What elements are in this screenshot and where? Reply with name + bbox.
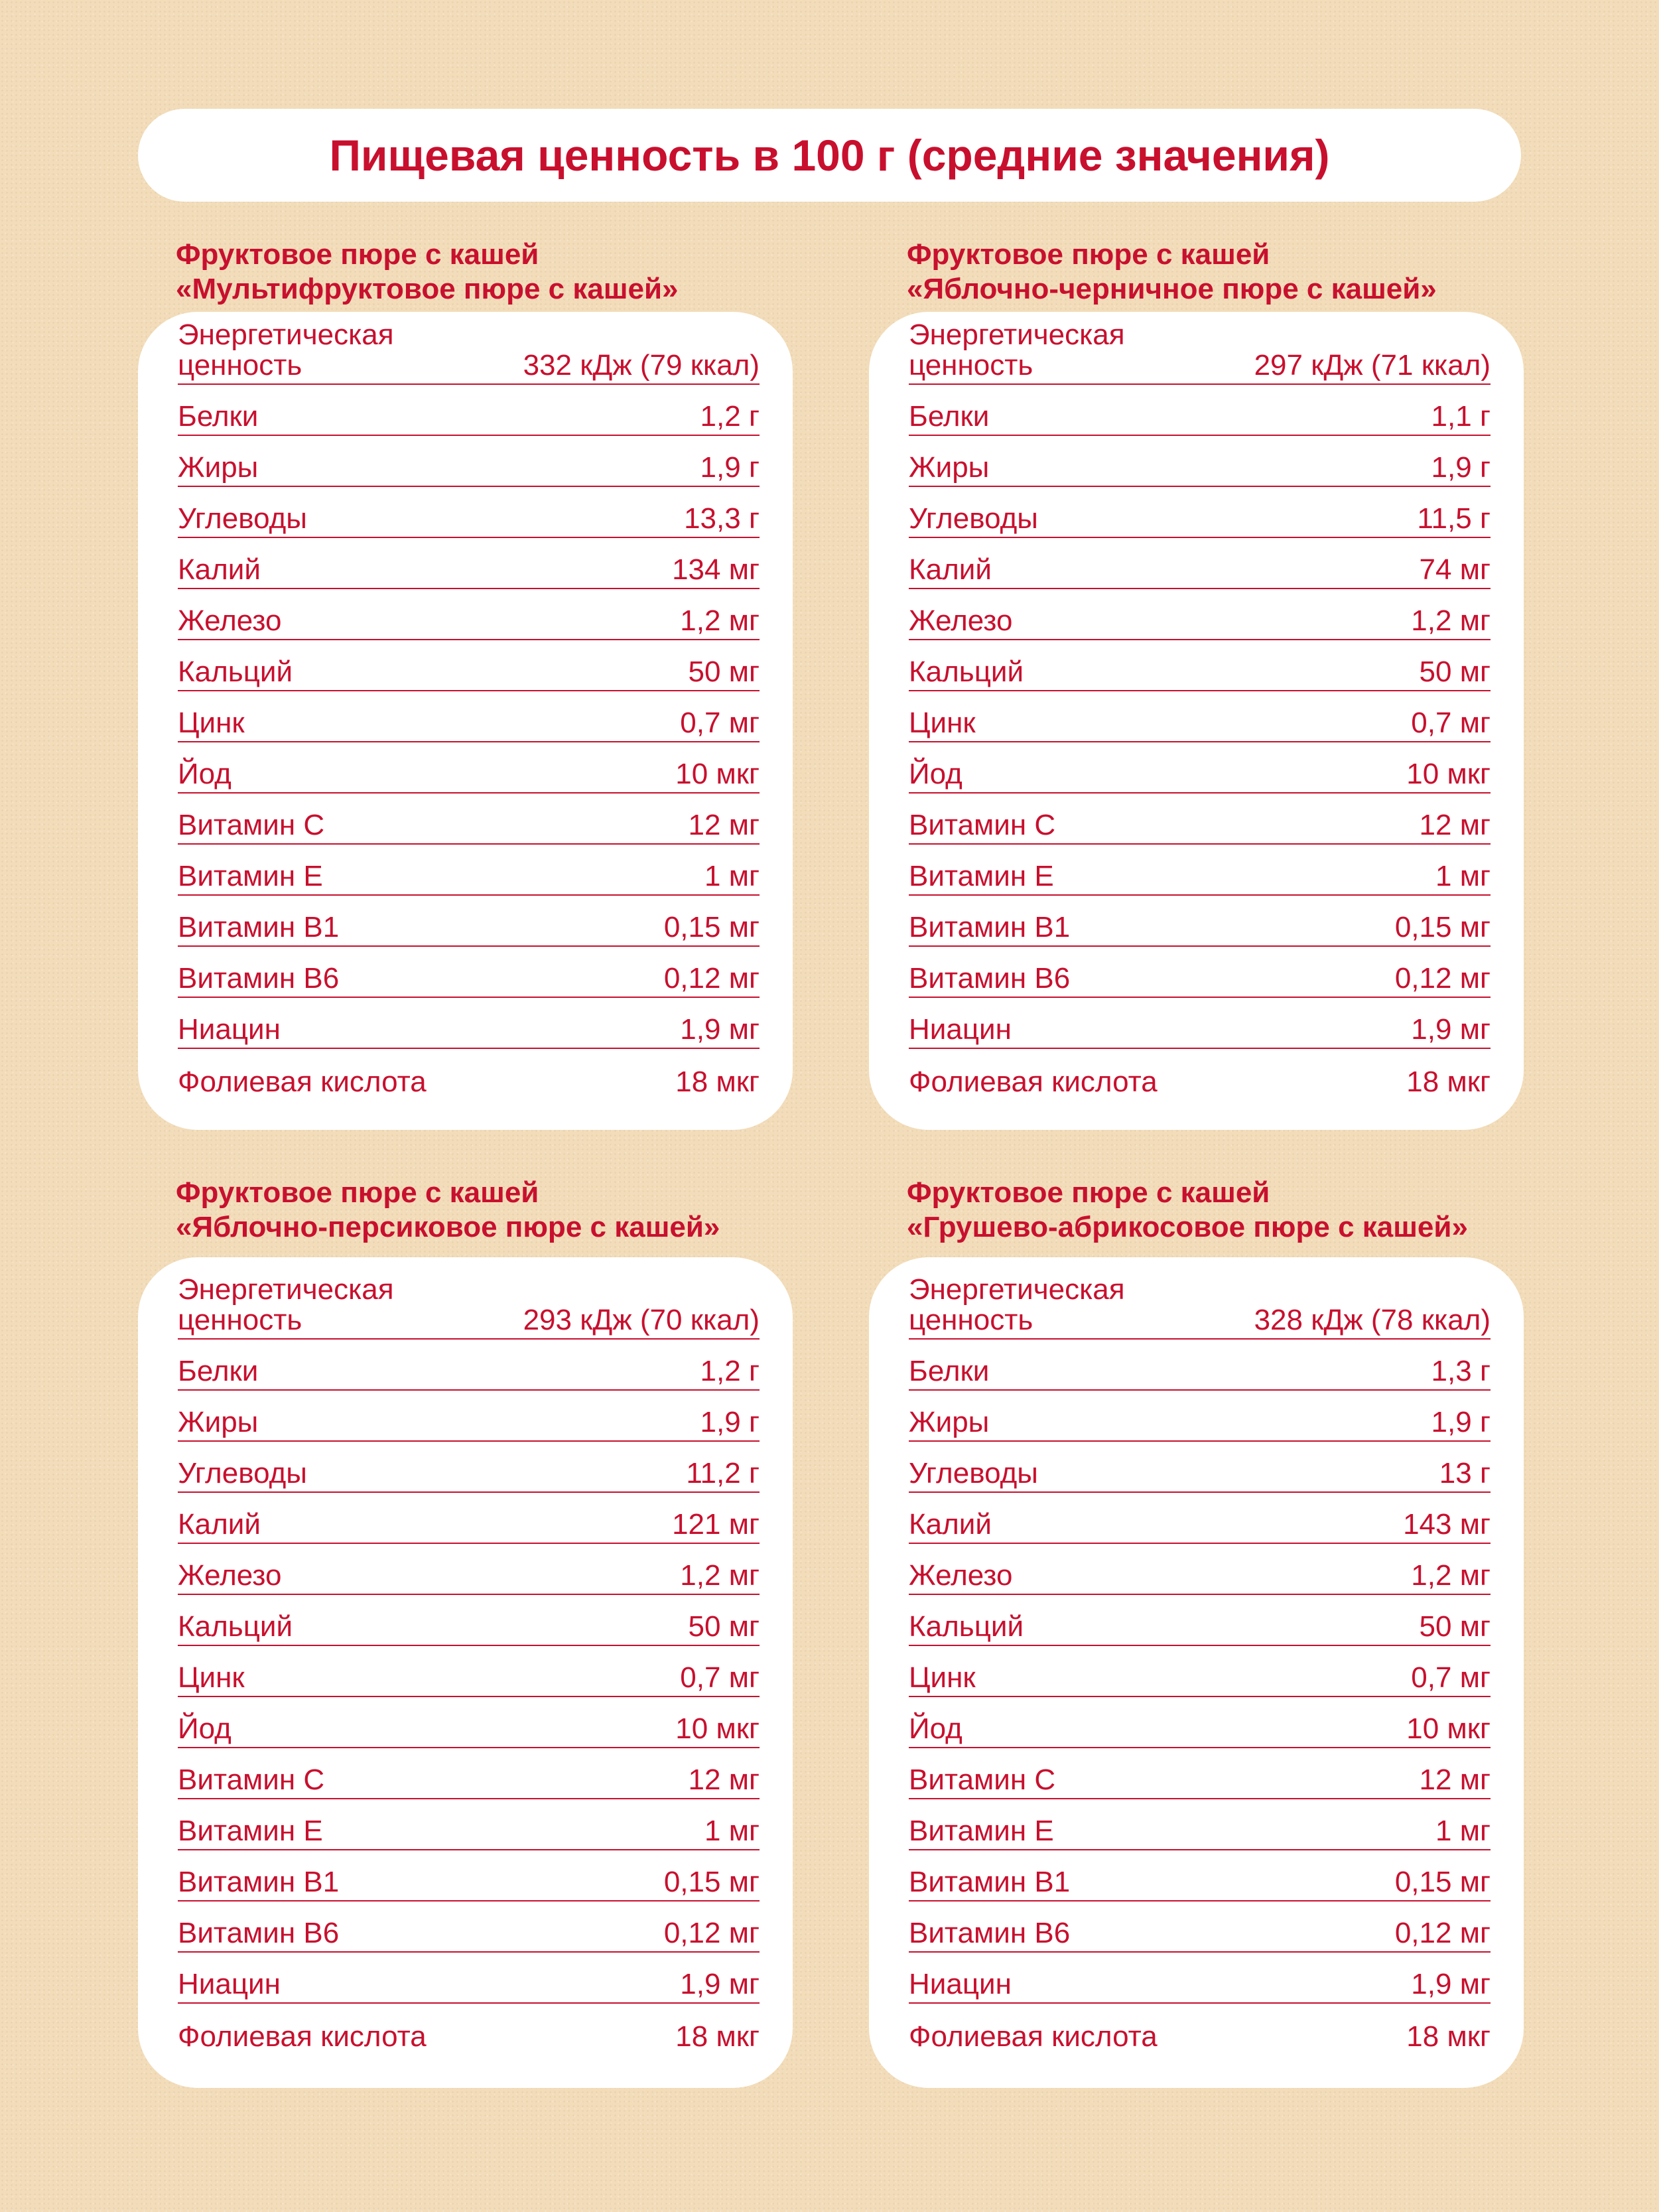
- nutrient-name: Железо: [178, 1559, 282, 1592]
- nutrient-row: [178, 794, 760, 845]
- nutrient-row: [909, 640, 1491, 691]
- nutrient-value: 11,2 г: [686, 1457, 760, 1489]
- nutrient-row: [909, 998, 1491, 1049]
- nutrient-name: Фолиевая кислота: [909, 2020, 1158, 2053]
- nutrient-value: 12 мг: [688, 809, 760, 841]
- nutrient-row: [178, 2004, 760, 2055]
- nutrient-value: 12 мг: [1419, 1763, 1491, 1796]
- nutrient-row: [178, 487, 760, 538]
- nutrient-value: 143 мг: [1403, 1508, 1491, 1541]
- nutrient-row: [909, 538, 1491, 589]
- nutrient-name: Калий: [909, 1508, 992, 1541]
- nutrient-name: Витамин В1: [178, 1866, 340, 1898]
- nutrient-row: [909, 1697, 1491, 1748]
- nutrient-value: 10 мкг: [675, 758, 760, 790]
- nutrient-row: [178, 1748, 760, 1799]
- nutrient-value: 328 кДж (78 ккал): [1254, 1304, 1491, 1336]
- nutrient-row: [909, 1493, 1491, 1544]
- nutrient-name: Витамин В6: [909, 1917, 1071, 1949]
- nutrient-name: Витамин В1: [178, 911, 340, 943]
- nutrient-row: [909, 1953, 1491, 2004]
- nutrient-row: [178, 318, 760, 385]
- nutrient-name: Железо: [909, 604, 1013, 637]
- nutrient-name: Витамин В1: [909, 911, 1071, 943]
- nutrient-value: 1,1 г: [1431, 400, 1491, 433]
- title-bar: [138, 109, 1521, 202]
- nutrient-name-line2: ценность: [178, 349, 302, 381]
- nutrient-value: 0,15 мг: [663, 1866, 760, 1898]
- nutrient-row: [909, 947, 1491, 998]
- nutrient-name: Ниацин: [909, 1013, 1012, 1046]
- nutrient-value: 10 мкг: [675, 1712, 760, 1745]
- nutrient-row: [178, 1799, 760, 1850]
- nutrient-value: 121 мг: [672, 1508, 760, 1541]
- nutrient-value: 1,2 г: [700, 400, 760, 433]
- product-heading-line1: Фруктовое пюре с кашей: [176, 238, 539, 271]
- nutrient-name: Йод: [909, 758, 962, 790]
- nutrient-row: [909, 1391, 1491, 1442]
- nutrient-name: Углеводы: [909, 1457, 1038, 1489]
- nutrient-row: [909, 1748, 1491, 1799]
- nutrient-row: [178, 1273, 760, 1340]
- nutrient-name: Фолиевая кислота: [909, 1066, 1158, 1098]
- nutrient-row: [909, 794, 1491, 845]
- nutrient-name: Йод: [178, 1712, 232, 1745]
- nutrient-value: 10 мкг: [1406, 758, 1491, 790]
- nutrient-value: 1,9 мг: [1411, 1013, 1491, 1046]
- nutrient-value: 18 мкг: [675, 2020, 760, 2053]
- nutrient-row: [178, 896, 760, 947]
- nutrient-name: Витамин С: [178, 1763, 325, 1796]
- nutrient-row: [909, 385, 1491, 436]
- nutrient-row: [909, 1646, 1491, 1697]
- nutrient-name: Цинк: [178, 707, 245, 739]
- nutrient-row: [909, 1901, 1491, 1953]
- nutrient-row: [178, 1646, 760, 1697]
- nutrient-value: 0,7 мг: [1411, 707, 1491, 739]
- nutrient-value: 18 мкг: [1406, 1066, 1491, 1098]
- nutrient-name: Йод: [178, 758, 232, 790]
- nutrient-row: [909, 487, 1491, 538]
- nutrient-value: 1,9 г: [1431, 1406, 1491, 1438]
- nutrient-value: 0,15 мг: [1394, 911, 1491, 943]
- nutrient-value: 12 мг: [688, 1763, 760, 1796]
- nutrient-row: [178, 436, 760, 487]
- product-heading-1: [176, 238, 679, 307]
- product-heading-line2: «Грушево-абрикосовое пюре с кашей»: [907, 1211, 1468, 1243]
- nutrient-name-line1: Энергетическая: [909, 1273, 1125, 1306]
- nutrient-row: [909, 318, 1491, 385]
- nutrient-row: [909, 1049, 1491, 1100]
- product-heading-line2: «Мультифруктовое пюре с кашей»: [176, 273, 679, 305]
- nutrient-name: Калий: [178, 1508, 261, 1541]
- nutrient-value: 1,3 г: [1431, 1355, 1491, 1387]
- nutrient-row: [909, 1273, 1491, 1340]
- nutrient-value: 50 мг: [1419, 656, 1491, 688]
- nutrient-row: [909, 845, 1491, 896]
- nutrient-name: Витамин В6: [178, 1917, 340, 1949]
- nutrition-card-1: [138, 312, 793, 1130]
- nutrient-row: [178, 691, 760, 742]
- nutrient-row: [178, 1442, 760, 1493]
- nutrient-value: 50 мг: [688, 1610, 760, 1643]
- nutrition-card-3: [138, 1257, 793, 2088]
- nutrient-value: 332 кДж (79 ккал): [523, 349, 760, 381]
- nutrient-name: Калий: [909, 553, 992, 586]
- nutrient-row: [909, 896, 1491, 947]
- nutrient-name: Железо: [909, 1559, 1013, 1592]
- nutrient-row: [909, 1850, 1491, 1901]
- nutrient-value: 11,5 г: [1417, 502, 1491, 535]
- nutrient-name: Кальций: [909, 656, 1024, 688]
- nutrient-name: Ниацин: [909, 1968, 1012, 2000]
- product-heading-line2: «Яблочно-персиковое пюре с кашей»: [176, 1211, 720, 1243]
- nutrient-name: Жиры: [178, 451, 259, 484]
- nutrient-name: Витамин В6: [909, 962, 1071, 995]
- nutrient-name: Белки: [178, 1355, 259, 1387]
- nutrient-table: [178, 318, 760, 1100]
- nutrient-name-line1: Энергетическая: [178, 1273, 394, 1306]
- nutrient-value: 1,9 г: [1431, 451, 1491, 484]
- nutrient-name: Витамин Е: [909, 1815, 1054, 1847]
- nutrient-name: Витамин В1: [909, 1866, 1071, 1898]
- nutrient-name: Углеводы: [178, 1457, 307, 1489]
- nutrient-name-line2: ценность: [909, 1304, 1033, 1336]
- nutrient-name: Калий: [178, 553, 261, 586]
- nutrient-name: [909, 320, 1125, 381]
- nutrient-name-line2: ценность: [178, 1304, 302, 1336]
- nutrient-value: 0,15 мг: [1394, 1866, 1491, 1898]
- nutrient-row: [178, 1493, 760, 1544]
- nutrient-row: [178, 538, 760, 589]
- nutrient-row: [178, 845, 760, 896]
- nutrient-name: Железо: [178, 604, 282, 637]
- product-heading-line1: Фруктовое пюре с кашей: [907, 1176, 1270, 1209]
- nutrient-value: 1,2 г: [700, 1355, 760, 1387]
- nutrient-value: 293 кДж (70 ккал): [523, 1304, 760, 1336]
- nutrient-name: Цинк: [909, 1661, 976, 1694]
- nutrient-value: 1,2 мг: [680, 604, 760, 637]
- page-title: Пищевая ценность в 100 г (средние значения): [329, 131, 1330, 180]
- nutrient-value: 1,9 мг: [680, 1968, 760, 2000]
- nutrient-row: [178, 742, 760, 794]
- nutrient-value: 0,12 мг: [1394, 1917, 1491, 1949]
- nutrient-name: Ниацин: [178, 1013, 281, 1046]
- nutrient-row: [909, 1595, 1491, 1646]
- nutrient-name: Жиры: [909, 1406, 990, 1438]
- nutrient-row: [909, 589, 1491, 640]
- nutrient-name: Жиры: [178, 1406, 259, 1438]
- nutrient-value: 1 мг: [704, 860, 760, 892]
- nutrient-name: [178, 1275, 394, 1336]
- nutrient-row: [909, 1799, 1491, 1850]
- nutrient-row: [178, 385, 760, 436]
- nutrient-value: 1 мг: [1435, 1815, 1491, 1847]
- nutrient-name-line2: ценность: [909, 349, 1033, 381]
- nutrient-row: [909, 2004, 1491, 2055]
- nutrient-name: Витамин Е: [178, 860, 323, 892]
- nutrient-value: 18 мкг: [675, 1066, 760, 1098]
- product-heading-line1: Фруктовое пюре с кашей: [176, 1176, 539, 1209]
- nutrient-name: [909, 1275, 1125, 1336]
- nutrient-row: [178, 1049, 760, 1100]
- nutrient-value: 0,7 мг: [1411, 1661, 1491, 1694]
- nutrient-value: 74 мг: [1419, 553, 1491, 586]
- product-heading-line2: «Яблочно-черничное пюре с кашей»: [907, 273, 1437, 305]
- nutrient-row: [909, 436, 1491, 487]
- nutrient-name: Витамин Е: [909, 860, 1054, 892]
- nutrient-name: Витамин С: [909, 1763, 1056, 1796]
- nutrient-table: [909, 1273, 1491, 2055]
- product-heading-line1: Фруктовое пюре с кашей: [907, 238, 1270, 271]
- nutrient-row: [178, 1595, 760, 1646]
- nutrient-value: 10 мкг: [1406, 1712, 1491, 1745]
- nutrient-row: [909, 742, 1491, 794]
- nutrient-row: [909, 1340, 1491, 1391]
- nutrient-name: Углеводы: [178, 502, 307, 535]
- nutrient-name: Фолиевая кислота: [178, 1066, 427, 1098]
- nutrition-card-2: [869, 312, 1524, 1130]
- product-heading-3: [176, 1176, 720, 1245]
- nutrient-row: [909, 691, 1491, 742]
- nutrient-row: [178, 589, 760, 640]
- nutrient-value: 0,7 мг: [680, 707, 760, 739]
- nutrient-value: 1,2 мг: [1411, 1559, 1491, 1592]
- nutrient-row: [178, 1340, 760, 1391]
- nutrient-name: Йод: [909, 1712, 962, 1745]
- nutrient-value: 0,15 мг: [663, 911, 760, 943]
- product-heading-4: [907, 1176, 1468, 1245]
- nutrient-value: 50 мг: [688, 656, 760, 688]
- nutrient-value: 0,12 мг: [663, 1917, 760, 1949]
- nutrient-value: 1,9 мг: [680, 1013, 760, 1046]
- nutrient-name-line1: Энергетическая: [909, 318, 1125, 351]
- nutrient-value: 297 кДж (71 ккал): [1254, 349, 1491, 381]
- nutrient-name: Белки: [909, 1355, 990, 1387]
- nutrient-name: Витамин С: [909, 809, 1056, 841]
- nutrient-value: 1,9 г: [700, 1406, 760, 1438]
- nutrient-name: Цинк: [178, 1661, 245, 1694]
- nutrient-name: Кальций: [178, 656, 293, 688]
- nutrient-value: 1,9 мг: [1411, 1968, 1491, 2000]
- nutrient-name: Белки: [178, 400, 259, 433]
- nutrient-value: 0,12 мг: [663, 962, 760, 995]
- nutrient-name: Жиры: [909, 451, 990, 484]
- nutrient-row: [178, 1953, 760, 2004]
- nutrient-row: [178, 1697, 760, 1748]
- nutrient-name: Углеводы: [909, 502, 1038, 535]
- nutrient-value: 13 г: [1439, 1457, 1491, 1489]
- nutrient-row: [178, 998, 760, 1049]
- nutrient-value: 0,7 мг: [680, 1661, 760, 1694]
- nutrient-name: Витамин С: [178, 809, 325, 841]
- nutrient-name: Фолиевая кислота: [178, 2020, 427, 2053]
- nutrient-name: Витамин В6: [178, 962, 340, 995]
- nutrient-row: [178, 640, 760, 691]
- nutrient-name-line1: Энергетическая: [178, 318, 394, 351]
- nutrient-name: Цинк: [909, 707, 976, 739]
- nutrient-value: 134 мг: [672, 553, 760, 586]
- nutrient-name: Кальций: [909, 1610, 1024, 1643]
- nutrition-card-4: [869, 1257, 1524, 2088]
- nutrient-value: 0,12 мг: [1394, 962, 1491, 995]
- nutrient-value: 18 мкг: [1406, 2020, 1491, 2053]
- nutrient-table: [178, 1273, 760, 2055]
- nutrient-name: Кальций: [178, 1610, 293, 1643]
- nutrient-name: [178, 320, 394, 381]
- product-heading-2: [907, 238, 1437, 307]
- nutrient-value: 50 мг: [1419, 1610, 1491, 1643]
- nutrient-name: Ниацин: [178, 1968, 281, 2000]
- nutrient-table: [909, 318, 1491, 1100]
- nutrient-value: 13,3 г: [684, 502, 760, 535]
- nutrient-row: [178, 947, 760, 998]
- nutrient-row: [909, 1442, 1491, 1493]
- nutrient-value: 12 мг: [1419, 809, 1491, 841]
- nutrient-row: [909, 1544, 1491, 1595]
- nutrient-row: [178, 1391, 760, 1442]
- nutrient-value: 1 мг: [704, 1815, 760, 1847]
- nutrient-row: [178, 1901, 760, 1953]
- nutrient-value: 1 мг: [1435, 860, 1491, 892]
- nutrient-value: 1,2 мг: [1411, 604, 1491, 637]
- nutrient-row: [178, 1544, 760, 1595]
- nutrient-name: Витамин Е: [178, 1815, 323, 1847]
- nutrient-value: 1,9 г: [700, 451, 760, 484]
- nutrient-row: [178, 1850, 760, 1901]
- nutrient-name: Белки: [909, 400, 990, 433]
- nutrient-value: 1,2 мг: [680, 1559, 760, 1592]
